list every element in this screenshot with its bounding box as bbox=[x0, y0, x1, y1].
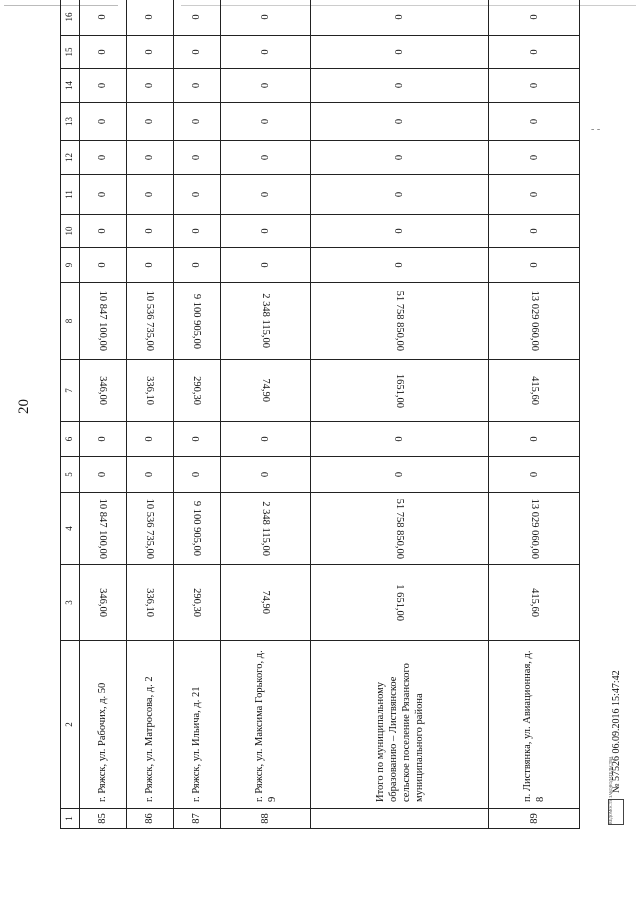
cell-text: 0 bbox=[528, 49, 540, 55]
cell-text: 0 bbox=[191, 154, 203, 161]
cell-text: 51 758 850,00 bbox=[394, 290, 406, 352]
registration-stamp bbox=[601, 595, 631, 825]
cell-text: 0 bbox=[144, 436, 156, 442]
address-cell bbox=[220, 641, 311, 809]
cell-text: г. Ряжск, ул. Ильича, д. 21 bbox=[191, 686, 203, 802]
value-cell bbox=[489, 141, 580, 175]
value-cell bbox=[126, 422, 173, 457]
value-cell bbox=[311, 493, 489, 565]
value-cell bbox=[220, 283, 311, 360]
value-cell bbox=[126, 69, 173, 103]
value-cell bbox=[173, 103, 220, 141]
value-cell bbox=[220, 248, 311, 283]
data-table bbox=[60, 0, 580, 829]
cell-text: г. Ряжск, ул. Матросова, д. 2 bbox=[144, 676, 156, 802]
value-cell bbox=[489, 248, 580, 283]
value-cell bbox=[80, 360, 127, 422]
value-cell bbox=[220, 493, 311, 565]
value-cell bbox=[80, 103, 127, 141]
cell-text: г. Ряжск, ул. Максима Горького, д. 9 bbox=[253, 650, 278, 802]
cell-text: 0 bbox=[144, 14, 156, 20]
address-cell bbox=[80, 641, 127, 809]
cell-text: 0 bbox=[394, 14, 406, 20]
value-cell bbox=[126, 457, 173, 493]
cell-text: 0 bbox=[528, 228, 540, 234]
cell-text: 0 bbox=[528, 154, 540, 161]
header-index-cell: 15 bbox=[61, 36, 80, 69]
cell-text: 10 847 100,00 bbox=[97, 498, 109, 559]
table-row bbox=[489, 0, 580, 829]
cell-text: 86 bbox=[144, 813, 156, 824]
cell-text: 0 bbox=[97, 154, 109, 161]
value-cell bbox=[311, 36, 489, 69]
cell-text: 0 bbox=[260, 436, 272, 442]
address-cell bbox=[173, 641, 220, 809]
value-cell bbox=[220, 457, 311, 493]
value-cell bbox=[80, 141, 127, 175]
value-cell bbox=[80, 215, 127, 248]
value-cell bbox=[80, 457, 127, 493]
cell-text: 0 bbox=[191, 262, 203, 268]
value-cell bbox=[173, 36, 220, 69]
header-index-cell: 4 bbox=[61, 493, 80, 565]
header-index-row bbox=[61, 0, 80, 829]
header-index-cell: 12 bbox=[61, 141, 80, 175]
cell-text: 0 bbox=[97, 436, 109, 442]
value-cell bbox=[311, 215, 489, 248]
cell-text: 9 100 905,00 bbox=[191, 500, 203, 557]
cell-text: 0 bbox=[191, 82, 203, 89]
cell-text: 0 bbox=[394, 191, 406, 198]
value-cell bbox=[311, 0, 489, 36]
cell-text: 0 bbox=[97, 14, 109, 20]
rotated-table-container bbox=[60, 12, 580, 829]
cell-text: 0 bbox=[528, 436, 540, 442]
value-cell bbox=[489, 457, 580, 493]
cell-text: 0 bbox=[260, 191, 272, 198]
table-row bbox=[311, 0, 489, 829]
value-cell bbox=[311, 422, 489, 457]
value-cell bbox=[220, 175, 311, 215]
cell-text: 51 758 850,00 bbox=[394, 498, 406, 559]
cell-text: 0 bbox=[144, 228, 156, 234]
table-row bbox=[126, 0, 173, 829]
cell-text: 0 bbox=[191, 471, 203, 478]
value-cell bbox=[489, 36, 580, 69]
value-cell bbox=[80, 809, 127, 829]
header-index-cell: 2 bbox=[61, 641, 80, 809]
value-cell bbox=[126, 175, 173, 215]
header-index-cell: 1 bbox=[61, 809, 80, 829]
value-cell bbox=[220, 565, 311, 641]
cell-text: 0 bbox=[394, 118, 406, 125]
value-cell bbox=[220, 141, 311, 175]
cell-text: 9 100 905,00 bbox=[191, 293, 203, 349]
cell-text: 0 bbox=[97, 118, 109, 125]
value-cell bbox=[489, 175, 580, 215]
cell-text: 0 bbox=[260, 14, 272, 20]
header-index-cell: 16 bbox=[61, 0, 80, 36]
cell-text: 0 bbox=[191, 49, 203, 55]
cell-text: 0 bbox=[260, 154, 272, 161]
header-index-cell: 3 bbox=[61, 565, 80, 641]
value-cell bbox=[489, 215, 580, 248]
cell-text: 0 bbox=[394, 228, 406, 234]
value-cell bbox=[173, 457, 220, 493]
value-cell bbox=[173, 565, 220, 641]
cell-text: 10 536 735,00 bbox=[144, 498, 156, 559]
value-cell bbox=[489, 0, 580, 36]
value-cell bbox=[220, 36, 311, 69]
value-cell bbox=[126, 215, 173, 248]
value-cell bbox=[126, 0, 173, 36]
cell-text: 0 bbox=[191, 191, 203, 198]
value-cell bbox=[173, 422, 220, 457]
cell-text: 415,60 bbox=[528, 588, 540, 617]
cell-text: 290,30 bbox=[191, 376, 203, 405]
value-cell bbox=[126, 103, 173, 141]
header-index-cell: 7 bbox=[61, 360, 80, 422]
cell-text: 0 bbox=[528, 471, 540, 478]
header-index-cell: 9 bbox=[61, 248, 80, 283]
cell-text: 0 bbox=[394, 82, 406, 89]
cell-text: 87 bbox=[191, 813, 203, 824]
header-index-cell: 5 bbox=[61, 457, 80, 493]
value-cell bbox=[220, 809, 311, 829]
value-cell bbox=[80, 0, 127, 36]
cell-text: 13 029 060,00 bbox=[528, 498, 540, 559]
cell-text: 0 bbox=[97, 49, 109, 55]
cell-text: 0 bbox=[394, 154, 406, 161]
seal-logo: ВЕДОМОСТИ ЗАКОНОДАТЕЛЬСТВА bbox=[608, 799, 624, 825]
value-cell bbox=[80, 36, 127, 69]
value-cell bbox=[489, 360, 580, 422]
value-cell bbox=[311, 457, 489, 493]
value-cell bbox=[489, 565, 580, 641]
value-cell bbox=[173, 248, 220, 283]
cell-text: 0 bbox=[97, 262, 109, 268]
cell-text: 0 bbox=[260, 118, 272, 125]
cell-text: 346,00 bbox=[97, 588, 109, 617]
cell-text: 0 bbox=[97, 228, 109, 234]
value-cell bbox=[311, 141, 489, 175]
cell-text: 0 bbox=[260, 49, 272, 55]
header-index-cell: 14 bbox=[61, 69, 80, 103]
cell-text: 336,10 bbox=[144, 588, 156, 617]
value-cell bbox=[126, 493, 173, 565]
value-cell bbox=[173, 283, 220, 360]
cell-text: 346,00 bbox=[97, 376, 109, 405]
cell-text: 290,30 bbox=[191, 588, 203, 617]
value-cell bbox=[489, 103, 580, 141]
cell-text: 74,90 bbox=[260, 590, 272, 615]
value-cell bbox=[489, 493, 580, 565]
cell-text: п. Листвянка, ул. Авиационная, д. 8 bbox=[522, 650, 547, 802]
cell-text: 10 847 100,00 bbox=[97, 290, 109, 352]
value-cell bbox=[173, 360, 220, 422]
header-index-cell: 11 bbox=[61, 175, 80, 215]
cell-text: 0 bbox=[394, 262, 406, 268]
value-cell bbox=[173, 0, 220, 36]
table-row bbox=[173, 0, 220, 829]
address-cell bbox=[311, 641, 489, 809]
value-cell bbox=[173, 809, 220, 829]
value-cell bbox=[126, 809, 173, 829]
cell-text: 1 651,00 bbox=[394, 584, 406, 621]
value-cell bbox=[80, 175, 127, 215]
cell-text: 0 bbox=[528, 14, 540, 20]
value-cell bbox=[126, 360, 173, 422]
cell-text: 0 bbox=[97, 191, 109, 198]
header-index-cell: 6 bbox=[61, 422, 80, 457]
value-cell bbox=[220, 422, 311, 457]
cell-text: 0 bbox=[260, 262, 272, 268]
value-cell bbox=[311, 103, 489, 141]
cell-text: 0 bbox=[144, 82, 156, 89]
value-cell bbox=[311, 565, 489, 641]
rotated-table bbox=[60, 12, 580, 829]
cell-text: 0 bbox=[144, 471, 156, 478]
cell-text: 0 bbox=[260, 471, 272, 478]
cell-text: 13 029 060,00 bbox=[528, 290, 540, 352]
value-cell bbox=[126, 248, 173, 283]
table-row bbox=[80, 0, 127, 829]
value-cell bbox=[80, 283, 127, 360]
value-cell bbox=[311, 283, 489, 360]
value-cell bbox=[489, 69, 580, 103]
value-cell bbox=[311, 809, 489, 829]
value-cell bbox=[126, 565, 173, 641]
cell-text: 10 536 735,00 bbox=[144, 290, 156, 352]
cell-text: 0 bbox=[191, 14, 203, 20]
value-cell bbox=[173, 69, 220, 103]
cell-text: 88 bbox=[260, 813, 272, 824]
value-cell bbox=[311, 360, 489, 422]
value-cell bbox=[173, 493, 220, 565]
cell-text: 1651,00 bbox=[394, 373, 406, 408]
value-cell bbox=[126, 283, 173, 360]
value-cell bbox=[126, 36, 173, 69]
cell-text: 0 bbox=[97, 471, 109, 478]
cell-text: 2 348 115,00 bbox=[260, 501, 272, 556]
address-cell bbox=[489, 641, 580, 809]
cell-text: 0 bbox=[191, 436, 203, 442]
page-number: 20 bbox=[16, 399, 32, 414]
cell-text: 0 bbox=[260, 82, 272, 89]
value-cell bbox=[126, 141, 173, 175]
cell-text: 0 bbox=[144, 154, 156, 161]
value-cell bbox=[311, 69, 489, 103]
value-cell bbox=[489, 809, 580, 829]
value-cell bbox=[80, 248, 127, 283]
cell-text: 0 bbox=[144, 49, 156, 55]
value-cell bbox=[220, 215, 311, 248]
cell-text: 0 bbox=[394, 49, 406, 55]
value-cell bbox=[220, 360, 311, 422]
value-cell bbox=[80, 422, 127, 457]
cell-text: г. Ряжск, ул. Рабочих, д. 50 bbox=[97, 682, 109, 802]
cell-text: 2 348 115,00 bbox=[260, 293, 272, 349]
cell-text: 89 bbox=[528, 813, 540, 824]
cell-text: 0 bbox=[528, 118, 540, 125]
value-cell bbox=[173, 215, 220, 248]
cell-text: Итого по муниципальному образованию – Листвянское сельское поселение Рязанского муниципального района bbox=[374, 663, 426, 802]
value-cell bbox=[311, 248, 489, 283]
cell-text: 415,60 bbox=[528, 376, 540, 405]
value-cell bbox=[220, 103, 311, 141]
value-cell bbox=[489, 422, 580, 457]
header-index-cell: 8 bbox=[61, 283, 80, 360]
table-row bbox=[220, 0, 311, 829]
value-cell bbox=[489, 283, 580, 360]
header-index-cell: 13 bbox=[61, 103, 80, 141]
cell-text: 0 bbox=[191, 228, 203, 234]
scan-artifact: - - bbox=[591, 124, 601, 135]
cell-text: 0 bbox=[260, 228, 272, 234]
cell-text: 336,10 bbox=[144, 376, 156, 405]
header-index-cell: 10 bbox=[61, 215, 80, 248]
cell-text: 0 bbox=[191, 118, 203, 125]
cell-text: 0 bbox=[144, 191, 156, 198]
cell-text: 0 bbox=[528, 191, 540, 198]
cell-text: 85 bbox=[97, 813, 109, 824]
cell-text: 0 bbox=[394, 436, 406, 442]
cell-text: 0 bbox=[528, 82, 540, 89]
value-cell bbox=[80, 69, 127, 103]
cell-text: 0 bbox=[144, 262, 156, 268]
cell-text: 74,90 bbox=[260, 378, 272, 403]
address-cell bbox=[126, 641, 173, 809]
value-cell bbox=[220, 0, 311, 36]
cell-text: 0 bbox=[528, 262, 540, 268]
cell-text: 0 bbox=[394, 471, 406, 478]
value-cell bbox=[173, 141, 220, 175]
value-cell bbox=[80, 493, 127, 565]
value-cell bbox=[220, 69, 311, 103]
value-cell bbox=[80, 565, 127, 641]
cell-text: 0 bbox=[144, 118, 156, 125]
registration-number: № 57526 06.09.2016 15:47:42 bbox=[610, 670, 622, 793]
value-cell bbox=[173, 175, 220, 215]
cell-text: 0 bbox=[97, 82, 109, 89]
value-cell bbox=[311, 175, 489, 215]
